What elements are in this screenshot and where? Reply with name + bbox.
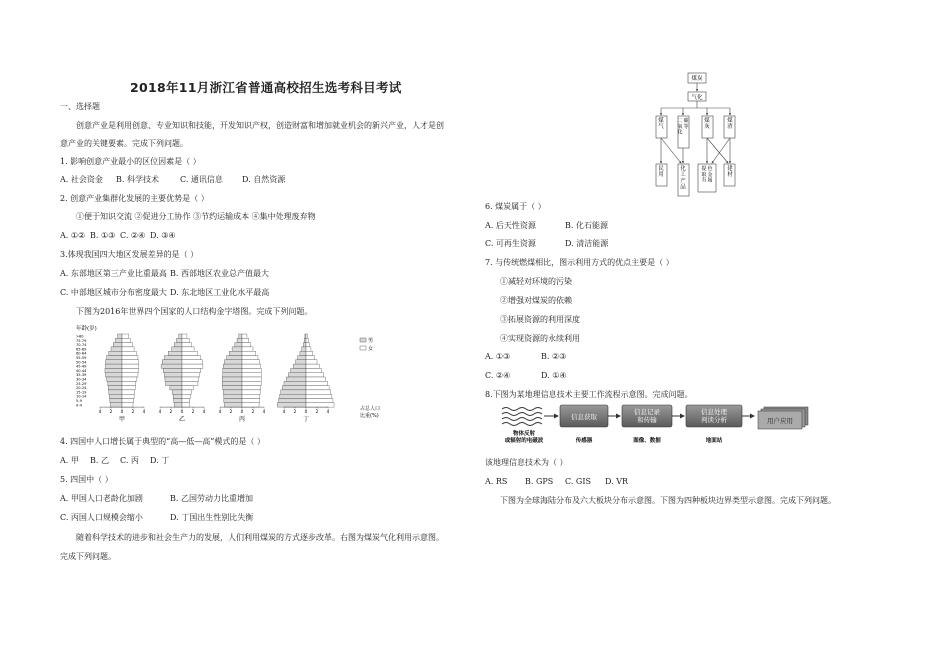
male-bar — [222, 381, 242, 385]
female-bar — [242, 386, 261, 390]
pyramid-tick-label: 2 — [315, 409, 319, 415]
male-bar — [288, 373, 306, 377]
flow-label-gasify: 气化 — [691, 95, 703, 101]
male-bar — [224, 394, 242, 398]
gis-label-data: 图像、数据 — [633, 438, 661, 444]
female-bar — [182, 381, 198, 385]
q7-statement-1: ①减轻对环境的污染 — [500, 277, 572, 286]
male-bar — [107, 377, 122, 381]
pyramid-tick-label: 4 — [326, 409, 330, 415]
q7-option-d[interactable]: D. ①④ — [541, 371, 567, 380]
gis-label-record: 信息记录和传输 — [634, 408, 660, 424]
q3-options-ab — [60, 269, 269, 279]
q5-options-ab — [60, 494, 253, 504]
pyramid-tick-label: 4 — [218, 409, 222, 415]
female-bar — [242, 338, 249, 342]
flow-label-coal: 煤炭 — [691, 76, 703, 82]
female-bar — [242, 347, 253, 351]
q8-option-d[interactable]: D. VR — [605, 477, 629, 486]
female-bar — [242, 373, 261, 377]
q7-options-ab — [485, 352, 566, 362]
q7-statement-2: ②增强对煤炭的依赖 — [500, 296, 572, 305]
female-bar — [182, 390, 191, 394]
flow-label-row2: 二氧化碳等 — [677, 118, 689, 136]
age-label: 60-64 — [76, 351, 87, 356]
age-label: 55-59 — [76, 356, 87, 360]
female-bar — [182, 373, 200, 377]
q7-option-b[interactable]: B. ②③ — [541, 352, 567, 361]
pyramid-tick-label: 2 — [251, 409, 255, 415]
female-bar — [182, 364, 203, 368]
age-label: 65-69 — [76, 347, 87, 352]
q7-statement-4: ④实现资源的永续利用 — [500, 334, 580, 343]
flow-label-row2: 煤渣 — [727, 118, 733, 131]
legend-female-swatch — [360, 346, 366, 350]
q1-option-b[interactable]: B. 科学技术 — [116, 175, 159, 184]
male-bar — [232, 347, 242, 351]
pyramid-tick-label: 2 — [131, 409, 135, 415]
female-bar — [182, 377, 199, 381]
female-bar — [306, 394, 332, 398]
male-bar — [174, 399, 182, 403]
age-label: 40-44 — [76, 368, 87, 373]
age-label: 20-24 — [76, 386, 87, 391]
male-bar — [239, 334, 242, 338]
male-bar — [304, 338, 306, 342]
female-bar — [242, 343, 251, 347]
female-bar — [122, 360, 139, 364]
female-bar — [242, 364, 261, 368]
female-bar — [122, 338, 130, 342]
q4-options — [60, 456, 169, 466]
coal-gasification-diagram — [650, 68, 750, 198]
female-bar — [242, 360, 260, 364]
q8-option-c[interactable]: C. GIS — [565, 477, 591, 486]
male-bar — [179, 334, 182, 338]
q1-option-a[interactable]: A. 社会资金 — [60, 175, 103, 184]
male-bar — [107, 356, 122, 360]
male-bar — [286, 377, 306, 381]
pyramid-tick-label: 0 — [240, 409, 244, 415]
female-bar — [242, 377, 261, 381]
flow-label-row2: 煤灰 — [704, 118, 710, 131]
male-bar — [281, 390, 306, 394]
male-bar — [223, 386, 242, 390]
age-label: 0-4 — [76, 403, 82, 408]
male-bar — [282, 386, 306, 390]
male-bar — [291, 368, 306, 372]
pyramid-3 — [219, 334, 266, 423]
male-bar — [109, 351, 122, 355]
male-bar — [106, 373, 123, 377]
female-bar — [242, 381, 261, 385]
q4-option-c[interactable]: C. 丙 — [120, 456, 139, 465]
female-bar — [306, 390, 331, 394]
male-bar — [223, 390, 242, 394]
q1-stem: 1. 影响创意产业最小的区位因素是（ ） — [60, 157, 201, 166]
q3-option-d[interactable]: D. 东北地区工业化水平最高 — [170, 288, 270, 297]
pyramid-tick-label: 4 — [282, 409, 286, 415]
female-bar — [122, 381, 136, 385]
q1-option-d[interactable]: D. 自然资源 — [242, 175, 286, 184]
gis-label-acquire: 信息获取 — [571, 413, 597, 421]
pyramid-y-title: 年龄(岁) — [76, 326, 97, 332]
male-bar — [224, 360, 242, 364]
female-bar — [306, 377, 325, 381]
intro-line-1: 创意产业是利用创意、专业知识和技能，开发知识产权，创造财富和增加就业机会的新兴产业，人才是创 — [76, 121, 444, 130]
pyramid-tick-label: 0 — [120, 409, 124, 415]
q3-option-a[interactable]: A. 东部地区第三产业比重最高 — [60, 269, 167, 278]
pyramid-2 — [159, 334, 206, 423]
q2-option-c[interactable]: C. ②④ — [120, 231, 146, 240]
pyramid-tick-label: 2 — [109, 409, 113, 415]
legend-female-label: 女 — [368, 346, 374, 352]
q6-option-d[interactable]: D. 清洁能源 — [565, 239, 609, 248]
female-bar — [306, 343, 309, 347]
q7-option-a[interactable]: A. ①③ — [485, 352, 511, 361]
q4-option-a[interactable]: A. 甲 — [60, 456, 79, 465]
pyramid-legend — [360, 337, 373, 352]
female-bar — [122, 368, 139, 372]
gis-label-process: 信息处理判读分析 — [701, 408, 727, 424]
female-bar — [242, 399, 260, 403]
q5-option-b[interactable]: B. 乙国劳动力比重增加 — [170, 494, 253, 503]
gis-label-station: 地面站 — [705, 438, 723, 444]
female-bar — [306, 351, 313, 355]
male-bar — [227, 356, 242, 360]
flow-label-row3: 建材 — [727, 166, 733, 179]
q1-options — [60, 175, 285, 185]
female-bar — [122, 351, 136, 355]
section-heading: 一、选择题 — [60, 102, 100, 111]
age-label: 35-39 — [76, 373, 87, 378]
age-label: 30-34 — [76, 377, 87, 382]
coal-intro-line-2: 完成下列问题。 — [60, 552, 116, 561]
pyramid-1 — [99, 334, 146, 423]
female-bar — [306, 356, 315, 360]
age-label: 70-74 — [76, 343, 87, 348]
q8-option-b[interactable]: B. GPS — [525, 477, 554, 486]
male-bar — [164, 373, 182, 377]
population-pyramids-figure — [70, 322, 400, 432]
geo-info-workflow-diagram — [498, 402, 823, 452]
male-bar — [237, 338, 242, 342]
female-bar — [242, 368, 261, 372]
age-label: 75-79 — [76, 338, 87, 343]
pyramid-x-title-2: 比重(%) — [360, 413, 379, 419]
pyramid-country-label: 甲 — [118, 416, 126, 424]
male-bar — [172, 390, 182, 394]
age-label: 50-54 — [76, 360, 87, 365]
male-bar — [229, 351, 242, 355]
flow-label-row2: 煤气 — [658, 118, 664, 131]
exam-title: 2018年11月浙江省普通高校招生选考科目考试 — [130, 80, 402, 95]
female-bar — [122, 343, 132, 347]
male-bar — [118, 334, 122, 338]
male-bar — [115, 338, 122, 342]
male-bar — [303, 343, 306, 347]
pyramid-tick-label: 4 — [98, 409, 102, 415]
q7-option-c[interactable]: C. ②④ — [485, 371, 511, 380]
q6-stem: 6. 煤炭属于（ ） — [485, 202, 546, 211]
pyramid-tick-label: 2 — [293, 409, 297, 415]
q2-options — [60, 231, 176, 241]
male-bar — [109, 394, 122, 398]
q8-options — [485, 477, 628, 487]
pyramid-country-label: 乙 — [178, 416, 186, 424]
female-bar — [306, 403, 334, 407]
male-bar — [174, 403, 182, 407]
pyramid-tick-label: 4 — [202, 409, 206, 415]
male-bar — [166, 381, 183, 385]
age-label: 5-9 — [76, 399, 82, 403]
male-bar — [172, 347, 182, 351]
female-bar — [122, 334, 129, 338]
q6-option-c[interactable]: C. 可再生资源 — [485, 239, 536, 248]
pyramid-tick-label: 2 — [229, 409, 233, 415]
male-bar — [280, 394, 306, 398]
male-bar — [170, 386, 182, 390]
female-bar — [182, 386, 194, 390]
female-bar — [306, 399, 333, 403]
gis-label-source: 物体反射或辐射的电磁波 — [504, 431, 544, 444]
q2-option-d[interactable]: D. ③④ — [150, 231, 176, 240]
male-bar — [223, 373, 242, 377]
q2-option-b[interactable]: B. ①③ — [90, 231, 116, 240]
female-bar — [182, 360, 202, 364]
q5-option-a[interactable]: A. 甲国人口老龄化加剧 — [60, 494, 143, 503]
q4-stem: 4. 四国中人口增长属于典型的“高—低—高”模式的是（ ） — [60, 437, 265, 446]
q6-options-ab — [485, 221, 608, 231]
q6-option-b[interactable]: B. 化石能源 — [565, 221, 608, 230]
q2-stem: 2. 创意产业集群化发展的主要优势是（ ） — [60, 194, 209, 203]
q3-option-b[interactable]: B. 西部地区农业总产值最大 — [170, 269, 269, 278]
female-bar — [122, 364, 139, 368]
male-bar — [235, 343, 242, 347]
q5-option-d[interactable]: D. 丁国出生性别比失衡 — [170, 513, 254, 522]
female-bar — [122, 373, 138, 377]
female-bar — [182, 394, 190, 398]
male-bar — [222, 377, 242, 381]
q3-option-c[interactable]: C. 中部地区城市分布密度最大 — [60, 288, 167, 297]
q8-option-a[interactable]: A. RS — [485, 477, 508, 486]
q5-stem: 5. 四国中（ ） — [60, 475, 113, 484]
female-bar — [306, 364, 319, 368]
q7-options-cd — [485, 371, 567, 381]
male-bar — [224, 399, 242, 403]
male-bar — [177, 338, 183, 342]
male-bar — [296, 360, 306, 364]
legend-male-swatch — [360, 338, 366, 342]
male-bar — [223, 368, 242, 372]
q3-options-cd — [60, 288, 269, 298]
male-bar — [164, 356, 182, 360]
q7-statement-3: ③拓展资源的利用深度 — [500, 315, 580, 324]
male-bar — [110, 399, 122, 403]
flow-label-row3: 化工产品 — [680, 166, 686, 191]
pyramid-tick-label: 4 — [262, 409, 266, 415]
q4-option-b[interactable]: B. 乙 — [90, 456, 109, 465]
male-bar — [161, 364, 182, 368]
female-bar — [122, 356, 138, 360]
male-bar — [106, 364, 123, 368]
flow-label-row3: 民用 — [658, 166, 664, 179]
gis-label-user: 用户应用 — [767, 417, 793, 425]
female-bar — [242, 351, 256, 355]
q2-option-a[interactable]: A. ①② — [60, 231, 86, 240]
q8-stem: 该地理信息技术为（ ） — [485, 458, 568, 467]
pyramid-intro: 下图为2016年世界四个国家的人口结构金字塔图。完成下列问题。 — [76, 307, 313, 316]
age-label: 10-14 — [76, 394, 87, 399]
female-bar — [122, 403, 133, 407]
pyramid-tick-label: 0 — [180, 409, 184, 415]
female-bar — [122, 347, 134, 351]
legend-male-label: 男 — [368, 338, 374, 344]
q7-stem: 7. 与传统燃煤相比，图示利用方式的优点主要是（ ） — [485, 258, 674, 267]
male-bar — [162, 360, 182, 364]
male-bar — [302, 347, 306, 351]
q2-statements: ①便于知识交流 ②促进分工协作 ③节约运输成本 ④集中处理废弃物 — [76, 212, 316, 221]
pyramid-tick-label: 4 — [142, 409, 146, 415]
q3-stem: 3.体现我国四大地区发展差异的是（ ） — [60, 250, 199, 259]
female-bar — [122, 399, 134, 403]
male-bar — [105, 368, 122, 372]
male-bar — [284, 381, 306, 385]
female-bar — [306, 360, 317, 364]
plate-intro: 下图为全球海陆分布及六大板块分布示意图。下图为四种板块边界类型示意图。完成下列问题。 — [500, 496, 836, 505]
female-bar — [122, 377, 137, 381]
male-bar — [224, 403, 242, 407]
q1-option-c[interactable]: C. 通讯信息 — [180, 175, 223, 184]
female-bar — [182, 338, 189, 342]
coal-intro-line-1: 随着科学技术的进步和社会生产力的发展，人们利用煤炭的方式逐步改革。右图为煤炭气化利用示意图。 — [76, 533, 444, 542]
female-bar — [182, 356, 201, 360]
age-label: 25-29 — [76, 381, 87, 386]
male-bar — [165, 377, 182, 381]
intro-line-2: 意产业的关键要素。完成下列问题。 — [60, 139, 188, 148]
female-bar — [306, 347, 311, 351]
pyramid-tick-label: 0 — [304, 409, 308, 415]
male-bar — [223, 364, 242, 368]
female-bar — [306, 338, 308, 342]
pyramid-4 — [277, 334, 334, 423]
male-bar — [113, 343, 122, 347]
female-bar — [122, 390, 135, 394]
male-bar — [300, 351, 306, 355]
q6-options-cd — [485, 239, 608, 249]
male-bar — [298, 356, 306, 360]
male-bar — [109, 390, 122, 394]
female-bar — [122, 394, 134, 398]
female-bar — [306, 368, 321, 372]
female-bar — [306, 381, 327, 385]
female-bar — [182, 403, 189, 407]
wave-icon — [502, 408, 542, 426]
female-bar — [306, 386, 329, 390]
q4-option-d[interactable]: D. 丁 — [150, 456, 170, 465]
female-bar — [182, 343, 191, 347]
pyramid-country-label: 丁 — [302, 416, 310, 424]
male-bar — [277, 403, 306, 407]
pyramid-tick-label: 2 — [169, 409, 173, 415]
q6-option-a[interactable]: A. 后天性资源 — [485, 221, 536, 230]
male-bar — [293, 364, 306, 368]
female-bar — [182, 399, 190, 403]
female-bar — [182, 368, 201, 372]
male-bar — [108, 381, 122, 385]
female-bar — [242, 394, 260, 398]
female-bar — [182, 347, 194, 351]
gis-label-sensor: 传感器 — [575, 438, 593, 444]
female-bar — [182, 351, 197, 355]
female-bar — [242, 334, 247, 338]
q5-option-c[interactable]: C. 丙国人口规模会缩小 — [60, 513, 143, 522]
female-bar — [242, 356, 258, 360]
male-bar — [168, 351, 182, 355]
female-bar — [242, 403, 259, 407]
female-bar — [122, 386, 135, 390]
female-bar — [242, 390, 260, 394]
age-label: >80 — [76, 334, 84, 339]
pyramid-x-title-1: 占总人口 — [360, 406, 381, 412]
female-bar — [306, 373, 324, 377]
pyramid-country-label: 丙 — [238, 416, 246, 424]
male-bar — [163, 368, 182, 372]
male-bar — [111, 347, 122, 351]
pyramid-tick-label: 2 — [191, 409, 195, 415]
male-bar — [174, 343, 182, 347]
male-bar — [108, 386, 122, 390]
age-label: 15-19 — [76, 390, 87, 395]
q5-options-cd — [60, 513, 253, 523]
flow-label-row3: 提取有色金属 — [701, 166, 713, 184]
pyramid-tick-label: 4 — [158, 409, 162, 415]
male-bar — [173, 394, 182, 398]
male-bar — [279, 399, 307, 403]
male-bar — [110, 403, 122, 407]
male-bar — [106, 360, 123, 364]
female-bar — [182, 334, 187, 338]
q8-intro: 8.下图为某地理信息技术主要工作流程示意图。完成问题。 — [485, 390, 693, 399]
age-label: 45-49 — [76, 364, 87, 369]
female-bar — [306, 334, 308, 338]
